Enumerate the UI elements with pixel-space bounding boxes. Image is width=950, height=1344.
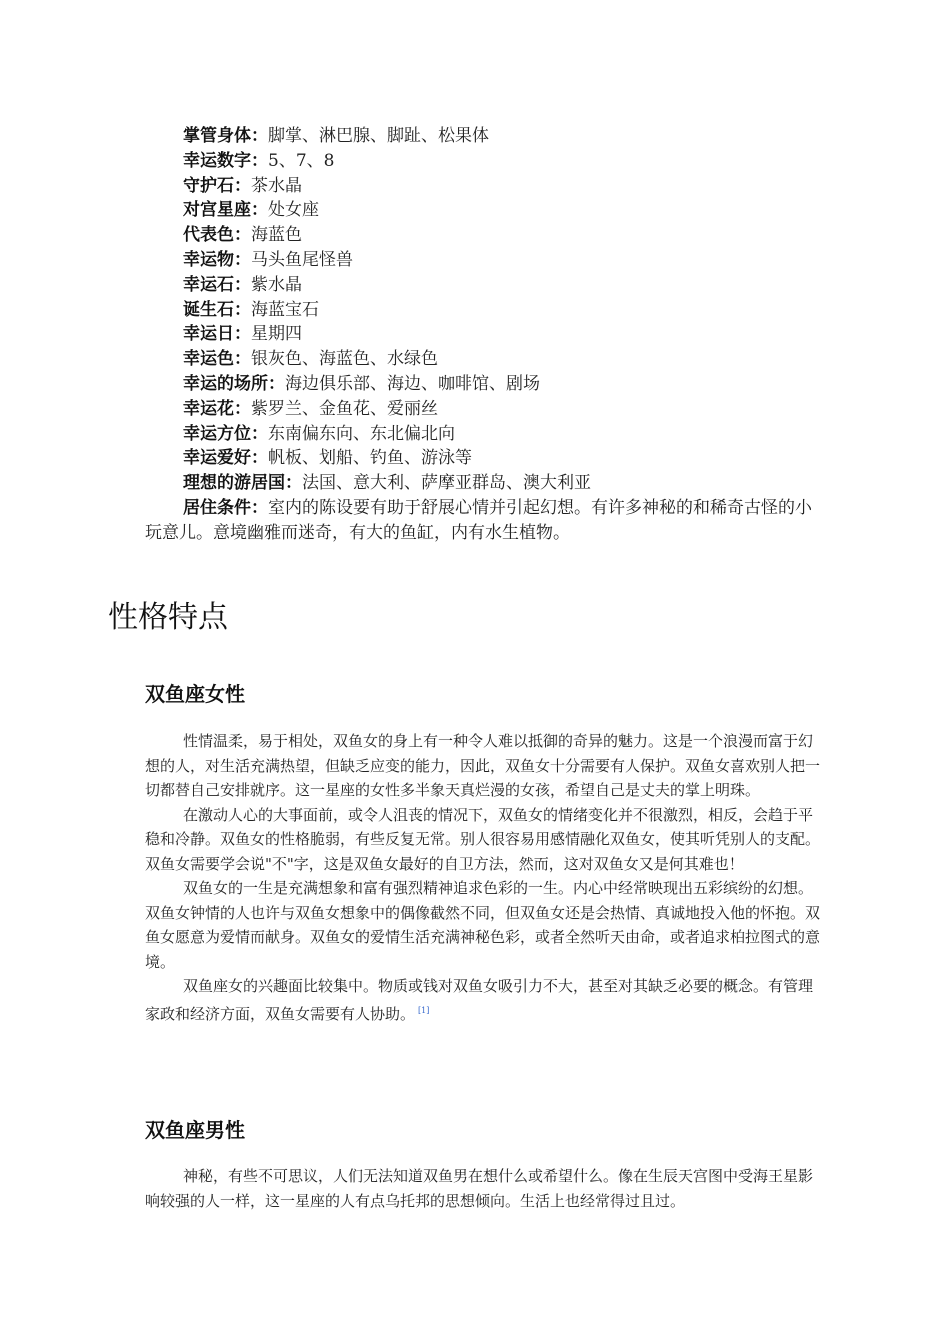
attribute-label: 幸运的场所： bbox=[183, 373, 285, 394]
attribute-value: 海蓝宝石 bbox=[251, 299, 319, 320]
female-paragraph-last bbox=[145, 974, 825, 1026]
attribute-line bbox=[145, 446, 825, 471]
female-body bbox=[145, 729, 825, 1026]
attribute-label: 守护石： bbox=[183, 175, 251, 196]
attribute-value: 茶水晶 bbox=[251, 175, 302, 196]
reference-link[interactable]: [1] bbox=[418, 1005, 430, 1015]
attribute-value: 法国、意大利、萨摩亚群岛、澳大利亚 bbox=[302, 473, 591, 494]
attribute-value: 脚掌、淋巴腺、脚趾、松果体 bbox=[268, 126, 489, 146]
attribute-label: 幸运日： bbox=[183, 324, 251, 345]
attribute-line bbox=[145, 397, 825, 422]
male-paragraph: 神秘，有些不可思议，人们无法知道双鱼男在想什么或希望什么。像在生辰天宫图中受海王星影响较强的人一样，这一星座的人有点乌托邦的思想倾向。生活上也经常得过且过。 bbox=[145, 1167, 814, 1210]
attribute-value: 银灰色、海蓝色、水绿色 bbox=[251, 349, 438, 370]
attribute-value: 紫水晶 bbox=[251, 274, 302, 295]
attribute-value: 海边俱乐部、海边、咖啡馆、剧场 bbox=[285, 373, 540, 394]
attribute-label: 幸运花： bbox=[183, 398, 251, 419]
attribute-label: 代表色： bbox=[183, 225, 251, 246]
attribute-label: 幸运数字： bbox=[183, 150, 268, 171]
male-heading: 双鱼座男性 bbox=[145, 1118, 245, 1142]
attribute-label: 幸运方位： bbox=[183, 423, 268, 444]
attribute-label: 幸运石： bbox=[183, 274, 251, 295]
attribute-value: 帆板、划船、钓鱼、游泳等 bbox=[268, 448, 472, 469]
attribute-value: 星期四 bbox=[251, 324, 302, 345]
attribute-line bbox=[145, 298, 825, 323]
attribute-label: 幸运物： bbox=[183, 249, 251, 270]
attribute-label: 幸运爱好： bbox=[183, 448, 268, 469]
attribute-line bbox=[145, 471, 825, 496]
attribute-value: 海蓝色 bbox=[251, 225, 302, 246]
male-body bbox=[145, 1164, 825, 1213]
attribute-line bbox=[145, 273, 825, 298]
attribute-label: 对宫星座： bbox=[183, 200, 268, 221]
female-paragraph: 在激动人心的大事面前，或令人沮丧的情况下，双鱼女的情绪变化并不很激烈，相反，会趋于平稳和冷静。双鱼女的性格脆弱，有些反复无常。别人很容易用感情融化双鱼女，使其听凭别人的支配。双鱼女需要学会说"不"字，这是双鱼女最好的自卫方法，然而，这对双鱼女又是何其难也！ bbox=[145, 805, 821, 873]
attribute-line bbox=[145, 422, 825, 447]
attribute-value: 马头鱼尾怪兽 bbox=[251, 249, 353, 270]
attribute-line bbox=[145, 149, 825, 174]
attribute-line bbox=[145, 372, 825, 397]
female-heading: 双鱼座女性 bbox=[145, 682, 245, 706]
attribute-value: 处女座 bbox=[268, 200, 319, 221]
attribute-value: 5、7、8 bbox=[268, 150, 335, 171]
attribute-label: 诞生石： bbox=[183, 299, 251, 320]
attribute-line bbox=[145, 174, 825, 199]
attribute-value: 紫罗兰、金鱼花、爱丽丝 bbox=[251, 398, 438, 419]
attribute-line bbox=[145, 496, 825, 546]
attribute-line bbox=[145, 124, 825, 149]
attribute-list bbox=[145, 124, 825, 546]
attribute-value: 室内的陈设要有助于舒展心情并引起幻想。有许多神秘的和稀奇古怪的小玩意儿。意境幽雅而迷奇，有大的鱼缸，内有水生植物。 bbox=[145, 497, 812, 543]
attribute-line bbox=[145, 322, 825, 347]
female-paragraph: 性情温柔，易于相处，双鱼女的身上有一种令人难以抵御的奇异的魅力。这是一个浪漫而富于幻想的人，对生活充满热望，但缺乏应变的能力，因此，双鱼女十分需要有人保护。双鱼女喜欢别人把一切都替自己安排就序。这一星座的女性多半象天真烂漫的女孩，希望自己是丈夫的掌上明珠。 bbox=[145, 732, 821, 799]
attribute-label: 理想的游居国： bbox=[183, 473, 302, 494]
attribute-label: 居住条件： bbox=[183, 497, 268, 518]
female-paragraph: 双鱼女的一生是充满想象和富有强烈精神追求色彩的一生。内心中经常映现出五彩缤纷的幻想。双鱼女钟情的人也许与双鱼女想象中的偶像截然不同，但双鱼女还是会热情、真诚地投入他的怀抱。双鱼女愿意为爱情而献身。双鱼女的爱情生活充满神秘色彩，或者全然听天由命，或者追求柏拉图式的意境。 bbox=[145, 879, 821, 971]
attribute-line bbox=[145, 223, 825, 248]
attribute-label: 掌管身体： bbox=[183, 126, 268, 146]
attribute-label: 幸运色： bbox=[183, 349, 251, 370]
section-title: 性格特点 bbox=[108, 600, 228, 635]
attribute-line bbox=[145, 347, 825, 372]
attribute-line bbox=[145, 198, 825, 223]
attribute-line bbox=[145, 248, 825, 273]
female-paragraph-text: 双鱼座女的兴趣面比较集中。物质或钱对双鱼女吸引力不大，甚至对其缺乏必要的概念。有管理家政和经济方面，双鱼女需要有人协助。 bbox=[145, 977, 814, 1023]
attribute-value: 东南偏东向、东北偏北向 bbox=[268, 423, 455, 444]
